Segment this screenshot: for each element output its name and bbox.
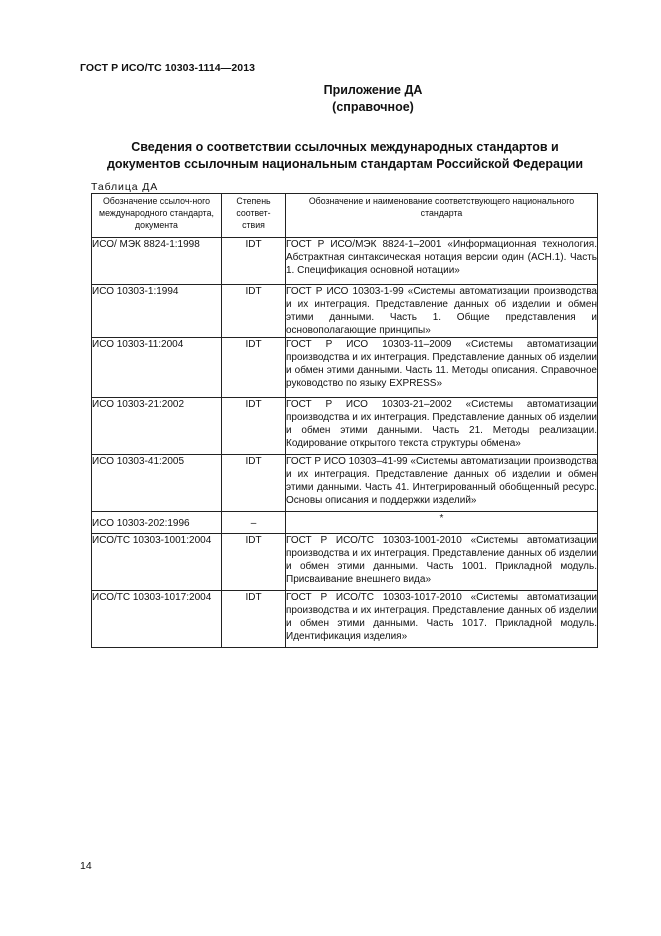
national-standard-cell: ГОСТ Р ИСО/ТС 10303-1001-2010 «Системы автоматизации производства и их интеграция. Представление данных об изделии и обмен этими данными. Часть 1001. Прикладной модуль. Присваивание внешнего вида» [286, 534, 598, 591]
degree-cell: IDT [222, 455, 286, 512]
correspondence-table [91, 193, 598, 648]
header-degree: Степень соответ-ствия [222, 194, 286, 238]
header-intl-standard: Обозначение ссылоч-ного международного стандарта, документа [92, 194, 222, 238]
degree-cell: IDT [222, 591, 286, 648]
national-standard-cell: ГОСТ Р ИСО 10303–41-99 «Системы автоматизации производства и их интеграция. Представление данных об изделии и обмен этими данными. Часть 41. Интегрированный обобщенный ресурс. Основы описания и поддержки изделий» [286, 455, 598, 512]
national-standard-cell: * [286, 512, 598, 534]
degree-cell: IDT [222, 398, 286, 455]
intl-standard-cell: ИСО 10303-11:2004 [92, 338, 222, 398]
page-number: 14 [80, 860, 92, 872]
section-title-line2: документов ссылочным национальным стандартам Российской Федерации [106, 157, 584, 171]
national-standard-cell: ГОСТ Р ИСО 10303-21–2002 «Системы автоматизации производства и их интеграция. Представление данных об изделии и обмен этими данными. Часть 21. Методы реализации. Кодирование открытого текста структуры обмена» [286, 398, 598, 455]
table-row [92, 285, 598, 338]
table-row [92, 455, 598, 512]
table-row [92, 338, 598, 398]
national-standard-cell: ГОСТ Р ИСО/МЭК 8824-1–2001 «Информационная технология. Абстрактная синтаксическая нотация версии один (АСН.1). Часть 1. Спецификация основной нотации» [286, 238, 598, 285]
appendix-title: Приложение ДА [323, 83, 423, 97]
appendix-title-block [0, 82, 661, 116]
table-header-row [92, 194, 598, 238]
intl-standard-cell: ИСО 10303-41:2005 [92, 455, 222, 512]
degree-cell: IDT [222, 534, 286, 591]
table-row [92, 238, 598, 285]
intl-standard-cell: ИСО/ТС 10303-1017:2004 [92, 591, 222, 648]
section-title-block [80, 139, 610, 173]
table-row [92, 534, 598, 591]
degree-cell: – [222, 512, 286, 534]
document-header: ГОСТ Р ИСО/ТС 10303-1114—2013 [80, 62, 256, 74]
header-national-standard: Обозначение и наименование соответствующего национального стандарта [286, 194, 598, 238]
degree-cell: IDT [222, 285, 286, 338]
intl-standard-cell: ИСО/ТС 10303-1001:2004 [92, 534, 222, 591]
appendix-subtitle: (справочное) [332, 100, 414, 114]
table-row [92, 512, 598, 534]
section-title-line1: Сведения о соответствии ссылочных международных стандартов и [131, 140, 559, 154]
degree-cell: IDT [222, 238, 286, 285]
national-standard-cell: ГОСТ Р ИСО 10303-1-99 «Системы автоматизации производства и их интеграция. Представление данных об изделии и обмен этими данными. Часть 1. Общие представления и основополагающие принципы» [286, 286, 597, 336]
table-caption: Таблица ДА [91, 181, 159, 193]
intl-standard-cell: ИСО 10303-202:1996 [92, 512, 222, 534]
national-standard-cell: ГОСТ Р ИСО 10303-11–2009 «Системы автоматизации производства и их интеграция. Представление данных об изделии и обмен этими данными. Часть 11. Методы описания. Справочное руководство по языку EXPRESS» [286, 338, 598, 398]
intl-standard-cell: ИСО 10303-1:1994 [92, 285, 222, 338]
table-row [92, 591, 598, 648]
national-standard-cell: ГОСТ Р ИСО/ТС 10303-1017-2010 «Системы автоматизации производства и их интеграция. Представление данных об изделии и обмен этими данными. Часть 1017. Прикладной модуль. Идентификация изделия» [286, 591, 598, 648]
table-row [92, 398, 598, 455]
degree-cell: IDT [222, 338, 286, 398]
intl-standard-cell: ИСО 10303-21:2002 [92, 398, 222, 455]
intl-standard-cell: ИСО/ МЭК 8824-1:1998 [92, 238, 222, 285]
